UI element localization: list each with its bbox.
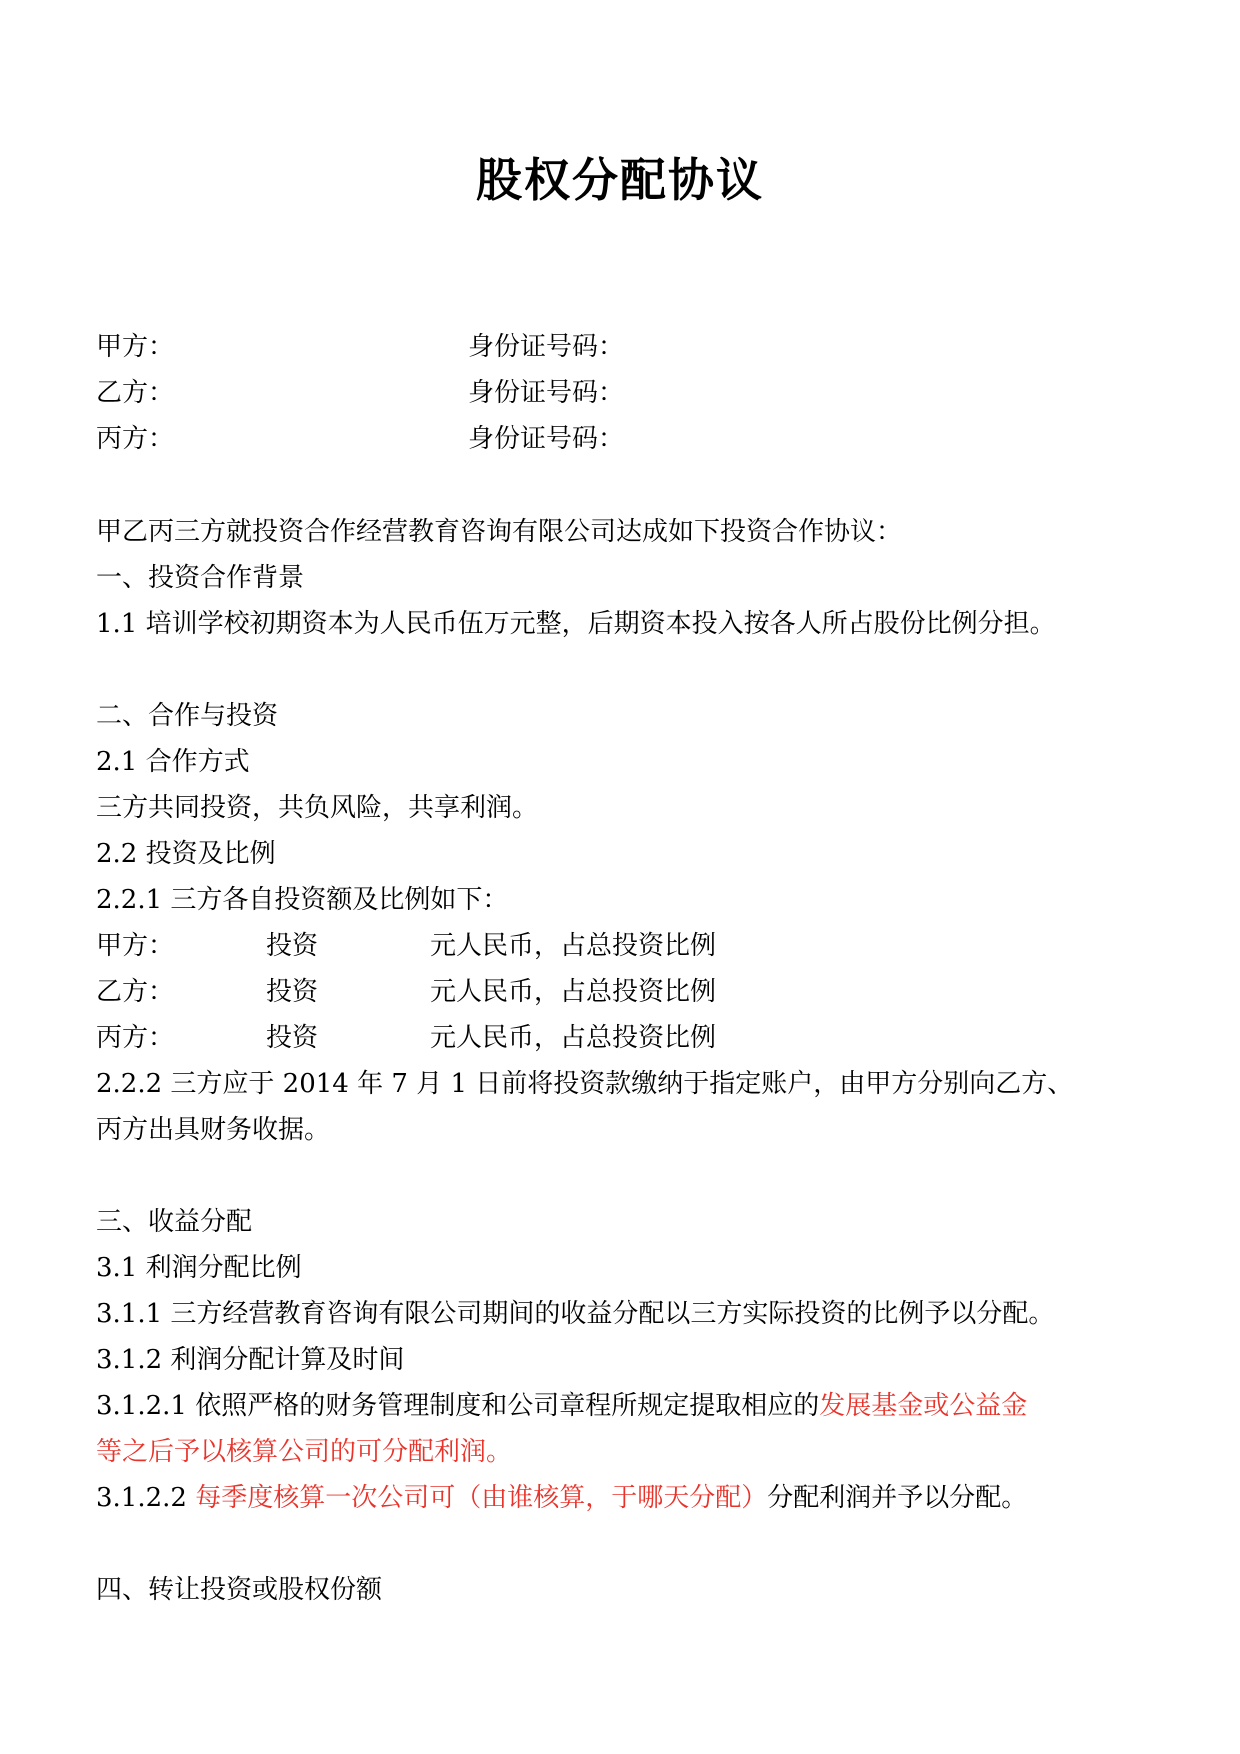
clause-3-1-2-1-text: 3.1.2.1 依照严格的财务管理制度和公司章程所规定提取相应的 (96, 1391, 820, 1421)
party-name: 甲方： (96, 332, 175, 362)
clause-number: 3.1.2.2 (96, 1483, 196, 1513)
section-heading-2: 二、合作与投资 (96, 701, 279, 731)
investment-ratio-text: 元人民币，占总投资比例 (430, 977, 717, 1007)
party-row-bing (96, 421, 1156, 457)
investment-party: 甲方： (96, 931, 175, 961)
highlighted-text: 发展基金或公益金 (819, 1391, 1028, 1421)
id-number-label: 身份证号码： (468, 378, 625, 408)
clause-2-2-2-line2: 丙方出具财务收据。 (96, 1115, 331, 1145)
clause-3-1-2-2 (96, 1480, 1156, 1516)
section-heading-4: 四、转让投资或股权份额 (96, 1575, 383, 1605)
clause-2-2-1: 2.2.1 三方各自投资额及比例如下： (96, 885, 509, 915)
highlighted-text: 每季度核算一次公司可（由谁核算，于哪天分配） (195, 1483, 768, 1513)
clause-2-2-2-line1: 2.2.2 三方应于 2014 年 7 月 1 日前将投资款缴纳于指定账户，由甲方分别向乙方、 (96, 1069, 1074, 1099)
clause-3-1-2-2-text: 分配利润并予以分配。 (767, 1483, 1028, 1513)
section-heading-1: 一、投资合作背景 (96, 563, 305, 593)
clause-3-1: 3.1 利润分配比例 (96, 1253, 302, 1283)
document-title: 股权分配协议 (476, 153, 764, 207)
clause-3-1-2-1-line2: 等之后予以核算公司的可分配利润。 (96, 1437, 513, 1467)
investment-party: 乙方： (96, 977, 175, 1007)
party-row-jia (96, 329, 1156, 365)
investment-row-jia (96, 928, 1156, 964)
investment-label: 投资 (266, 931, 319, 961)
id-number-label: 身份证号码： (468, 424, 625, 454)
investment-label: 投资 (266, 1023, 319, 1053)
intro-paragraph: 甲乙丙三方就投资合作经营教育咨询有限公司达成如下投资合作协议： (96, 517, 903, 547)
section-heading-3: 三、收益分配 (96, 1207, 253, 1237)
clause-2-1-text: 三方共同投资，共负风险，共享利润。 (96, 793, 539, 823)
investment-ratio-text: 元人民币，占总投资比例 (430, 931, 717, 961)
party-name: 乙方： (96, 378, 175, 408)
id-number-label: 身份证号码： (468, 332, 625, 362)
investment-row-yi (96, 974, 1156, 1010)
investment-party: 丙方： (96, 1023, 175, 1053)
clause-2-1: 2.1 合作方式 (96, 747, 250, 777)
party-row-yi (96, 375, 1156, 411)
clause-3-1-2: 3.1.2 利润分配计算及时间 (96, 1345, 405, 1375)
party-name: 丙方： (96, 424, 175, 454)
clause-2-2: 2.2 投资及比例 (96, 839, 276, 869)
investment-label: 投资 (266, 977, 319, 1007)
investment-row-bing (96, 1020, 1156, 1056)
investment-ratio-text: 元人民币，占总投资比例 (430, 1023, 717, 1053)
clause-1-1: 1.1 培训学校初期资本为人民币伍万元整，后期资本投入按各人所占股份比例分担。 (96, 609, 1056, 639)
clause-3-1-1: 3.1.1 三方经营教育咨询有限公司期间的收益分配以三方实际投资的比例予以分配。 (96, 1299, 1055, 1329)
clause-3-1-2-1-line1 (96, 1388, 1156, 1424)
